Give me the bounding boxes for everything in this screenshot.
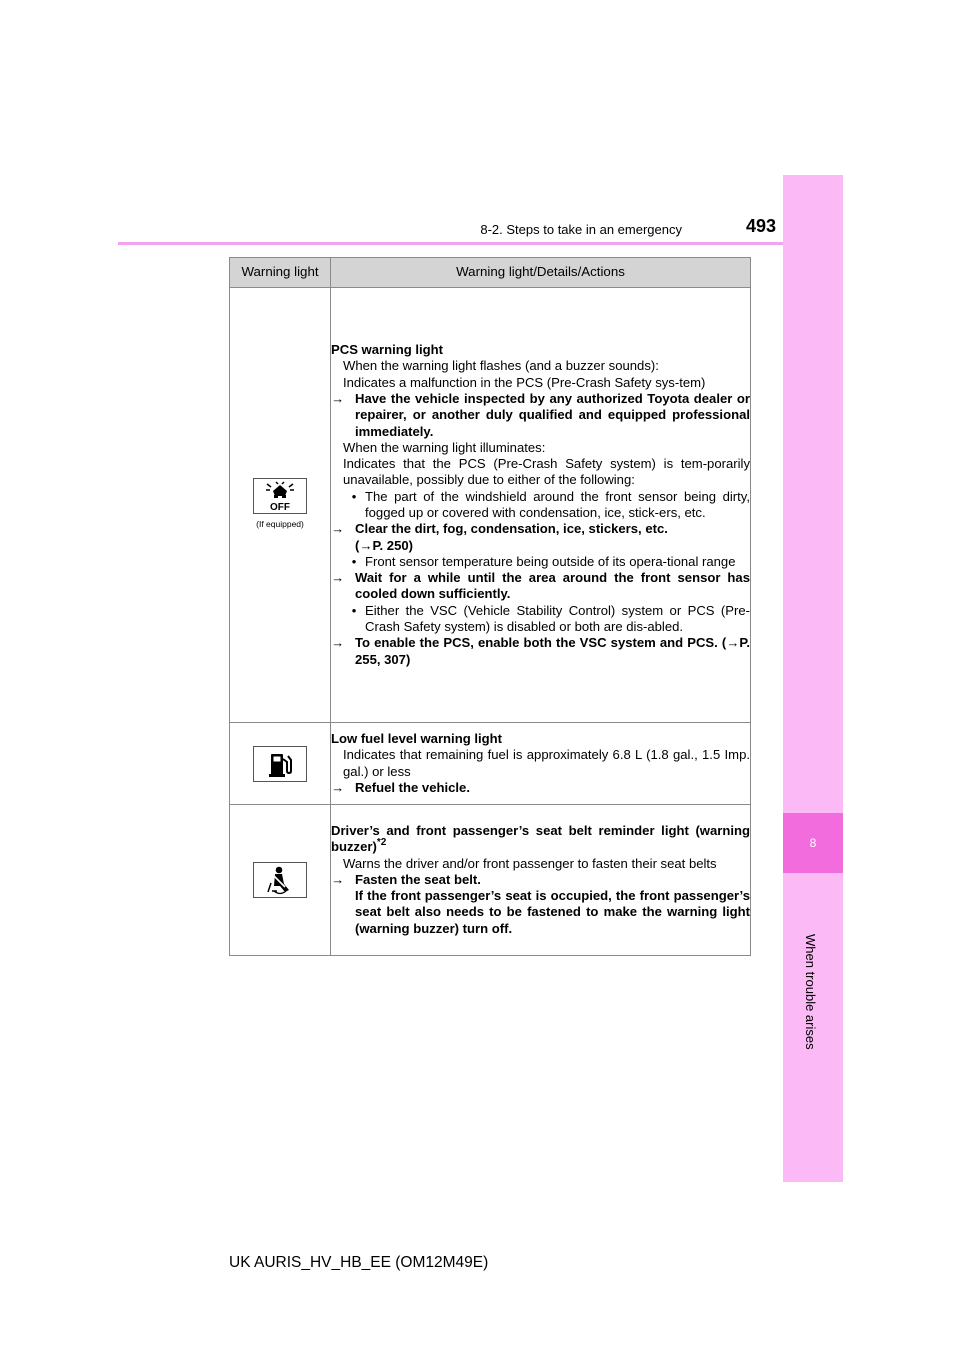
detail-text: Warns the driver and/or front passenger to fasten their seat belts	[343, 855, 717, 871]
icon-cell	[230, 723, 331, 805]
icon-cell	[230, 805, 331, 956]
action-item: → Wait for a while until the area around the front sensor has cooled down sufficiently.	[331, 570, 750, 602]
details-cell	[331, 288, 751, 723]
header-rule	[118, 242, 783, 245]
icon-cell	[230, 288, 331, 723]
action-item: → Refuel the vehicle.	[331, 779, 470, 795]
bullet-item: • The part of the windshield around the front sensor being dirty, fogged up or covered with condensation, ice, stick-ers, etc.	[351, 488, 750, 520]
if-equipped-note: (If equipped)	[256, 518, 304, 529]
bullet-item: • Either the VSC (Vehicle Stability Control) system or PCS (Pre-Crash Safety system) is disabled or both are dis-abled.	[351, 602, 750, 635]
footnote-marker: *2	[376, 837, 387, 849]
fuel-pump-icon	[253, 746, 307, 782]
table-header-row	[230, 258, 751, 288]
chapter-title-text: When trouble arises	[803, 934, 818, 1050]
page-number: 493	[745, 216, 776, 236]
section-heading: 8-2. Steps to take in an emergency	[480, 222, 682, 237]
details-cell	[331, 805, 751, 956]
warning-title: Driver’s and front passenger’s seat belt reminder light (warning buzzer)$^{*2}$	[331, 822, 750, 855]
action-item: → Clear the dirt, fog, condensation, ice, stickers, etc. (→P. 250)	[331, 521, 668, 553]
manual-code-footer: UK AURIS_HV_HB_EE (OM12M49E)	[229, 1254, 489, 1271]
chapter-number: 8	[783, 813, 843, 873]
chapter-title	[803, 934, 824, 1050]
warning-light-table	[229, 257, 751, 956]
pcs-off-warning-icon	[253, 478, 307, 514]
action-detail: If the front passenger’s seat is occupied, the front passenger’s seat belt also needs to be fastened to make the warning light (warning buzzer) turn off.	[355, 888, 750, 936]
table-row	[230, 723, 751, 805]
detail-text: When the warning light flashes (and a buzzer sounds):	[343, 358, 659, 374]
detail-text: Indicates that the PCS (Pre-Crash Safety system) is tem-porarily unavailable, possibly due to either of the following:	[343, 456, 750, 488]
page-reference[interactable]: P. 255, 307	[355, 635, 750, 667]
details-cell	[331, 723, 751, 805]
action-item: → Fasten the seat belt.	[331, 871, 481, 887]
warning-title: PCS warning light	[331, 342, 444, 358]
action-item: → Have the vehicle inspected by any authorized Toyota dealer or repairer, or another duly qualified and equipped professional immediately.	[331, 390, 750, 439]
bullet-item: • Front sensor temperature being outside of its opera-tional range	[351, 553, 736, 569]
table-row	[230, 288, 751, 723]
column-header-warning-light: Warning light	[230, 258, 331, 288]
warning-title: Low fuel level warning light	[331, 730, 502, 746]
detail-text: When the warning light illuminates:	[343, 439, 546, 455]
page-reference[interactable]: P. 250	[372, 537, 409, 553]
table-row	[230, 805, 751, 956]
detail-text: Indicates that remaining fuel is approximately 6.8 L (1.8 gal., 1.5 Imp. gal.) or less	[343, 747, 750, 779]
column-header-details: Warning light/Details/Actions	[331, 258, 751, 288]
icon-off-text: OFF	[270, 501, 290, 513]
action-item: → To enable the PCS, enable both the VSC system and PCS. (→P. 255, 307)	[331, 635, 750, 667]
detail-text: Indicates a malfunction in the PCS (Pre-Crash Safety sys-tem)	[343, 374, 706, 390]
seat-belt-icon	[253, 862, 307, 898]
